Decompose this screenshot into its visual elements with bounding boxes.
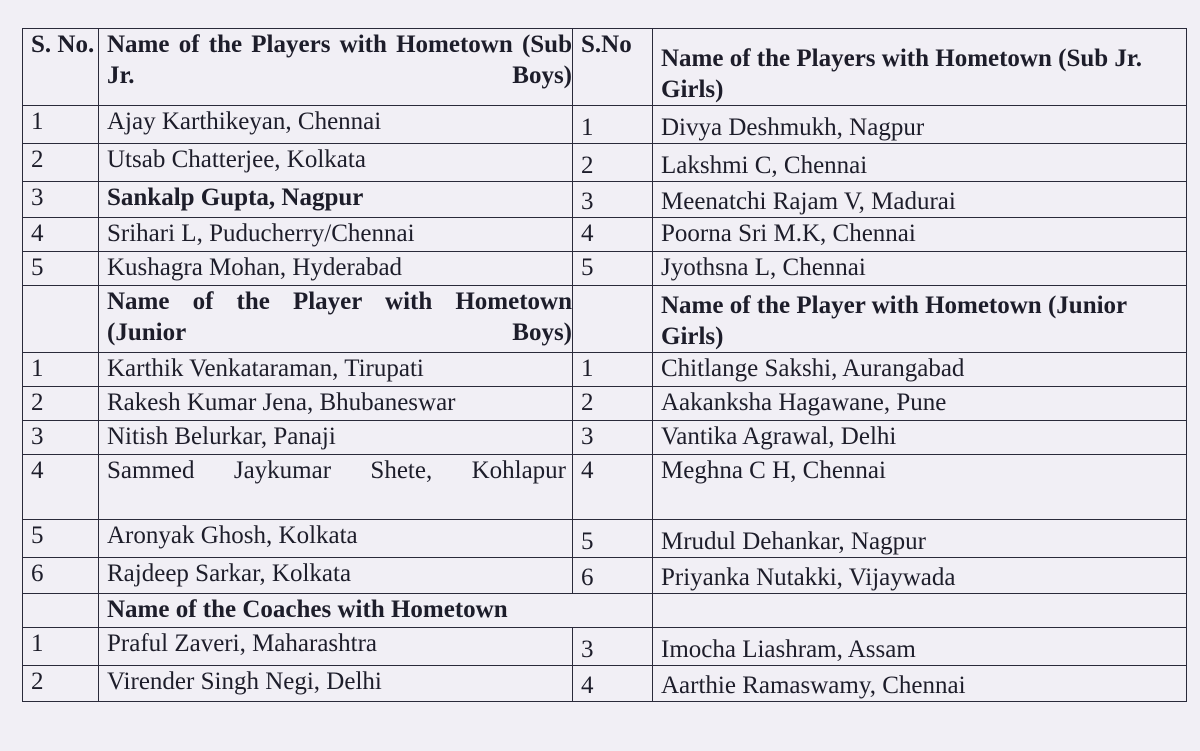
junior-header-row (23, 286, 1187, 353)
player-cell: Meenatchi Rajam V, Madurai (653, 182, 1187, 218)
sno-cell: 3 (573, 628, 653, 666)
sno-cell: 1 (573, 353, 653, 387)
sno-cell: 5 (23, 252, 99, 286)
coach-cell: Virender Singh Negi, Delhi (99, 666, 573, 702)
junior-boys-header: Name of the Player with Hometown (Junior Boys) (99, 286, 573, 353)
sno-cell: 3 (23, 421, 99, 455)
player-cell: Lakshmi C, Chennai (653, 144, 1187, 182)
player-cell: Ajay Karthikeyan, Chennai (99, 106, 573, 144)
sno-cell: 2 (23, 387, 99, 421)
player-cell: Vantika Agrawal, Delhi (653, 421, 1187, 455)
player-cell: Jyothsna L, Chennai (653, 252, 1187, 286)
empty-cell (653, 594, 1187, 628)
player-cell: Utsab Chatterjee, Kolkata (99, 144, 573, 182)
sno-cell: 4 (23, 218, 99, 252)
sno-cell: 3 (573, 421, 653, 455)
table-row (23, 628, 1187, 666)
player-cell: Karthik Venkataraman, Tirupati (99, 353, 573, 387)
sno-cell: 5 (23, 520, 99, 558)
table-row (23, 455, 1187, 520)
table-row (23, 666, 1187, 702)
table-row (23, 182, 1187, 218)
empty-cell (23, 594, 99, 628)
sno-cell: 1 (573, 106, 653, 144)
coaches-header: Name of the Coaches with Hometown (99, 594, 653, 628)
empty-cell (573, 286, 653, 353)
sno-cell: 1 (23, 628, 99, 666)
player-cell: Meghna C H, Chennai (653, 455, 1187, 520)
sno-cell: 4 (23, 455, 99, 520)
player-cell: Nitish Belurkar, Panaji (99, 421, 573, 455)
table-row (23, 252, 1187, 286)
coach-cell: Imocha Liashram, Assam (653, 628, 1187, 666)
coaches-header-row (23, 594, 1187, 628)
sno-header-left: S. No. (23, 29, 99, 106)
sno-cell: 6 (573, 558, 653, 594)
player-cell: Chitlange Sakshi, Aurangabad (653, 353, 1187, 387)
sno-cell: 1 (23, 106, 99, 144)
player-cell: Priyanka Nutakki, Vijaywada (653, 558, 1187, 594)
player-cell: Divya Deshmukh, Nagpur (653, 106, 1187, 144)
sno-cell: 2 (23, 666, 99, 702)
coach-cell: Praful Zaveri, Maharashtra (99, 628, 573, 666)
table-row (23, 353, 1187, 387)
sno-header-right: S.No (573, 29, 653, 106)
table-row (23, 218, 1187, 252)
player-cell: Srihari L, Puducherry/Chennai (99, 218, 573, 252)
empty-cell (23, 286, 99, 353)
sno-cell: 1 (23, 353, 99, 387)
player-cell: Mrudul Dehankar, Nagpur (653, 520, 1187, 558)
table-row (23, 520, 1187, 558)
table-row (23, 421, 1187, 455)
player-cell: Kushagra Mohan, Hyderabad (99, 252, 573, 286)
sno-cell: 2 (573, 387, 653, 421)
sno-cell: 5 (573, 252, 653, 286)
player-cell: Sammed Jaykumar Shete, Kohlapur (99, 455, 573, 520)
sno-cell: 3 (573, 182, 653, 218)
player-cell: Sankalp Gupta, Nagpur (99, 182, 573, 218)
header-row (23, 29, 1187, 106)
sno-cell: 4 (573, 218, 653, 252)
sno-cell: 4 (573, 666, 653, 702)
sno-cell: 3 (23, 182, 99, 218)
sno-cell: 2 (573, 144, 653, 182)
player-cell: Aakanksha Hagawane, Pune (653, 387, 1187, 421)
sno-cell: 4 (573, 455, 653, 520)
sno-cell: 5 (573, 520, 653, 558)
table-row (23, 144, 1187, 182)
sno-cell: 6 (23, 558, 99, 594)
player-cell: Aronyak Ghosh, Kolkata (99, 520, 573, 558)
sno-cell: 2 (23, 144, 99, 182)
table-row (23, 387, 1187, 421)
sub-jr-boys-header: Name of the Players with Hometown (Sub Jr. Boys) (99, 29, 573, 106)
player-cell: Rajdeep Sarkar, Kolkata (99, 558, 573, 594)
sub-jr-girls-header: Name of the Players with Hometown (Sub Jr. Girls) (653, 29, 1187, 106)
table-row (23, 106, 1187, 144)
player-roster-table (22, 28, 1187, 702)
player-cell: Rakesh Kumar Jena, Bhubaneswar (99, 387, 573, 421)
coach-cell: Aarthie Ramaswamy, Chennai (653, 666, 1187, 702)
junior-girls-header: Name of the Player with Hometown (Junior Girls) (653, 286, 1187, 353)
table-row (23, 558, 1187, 594)
player-cell: Poorna Sri M.K, Chennai (653, 218, 1187, 252)
